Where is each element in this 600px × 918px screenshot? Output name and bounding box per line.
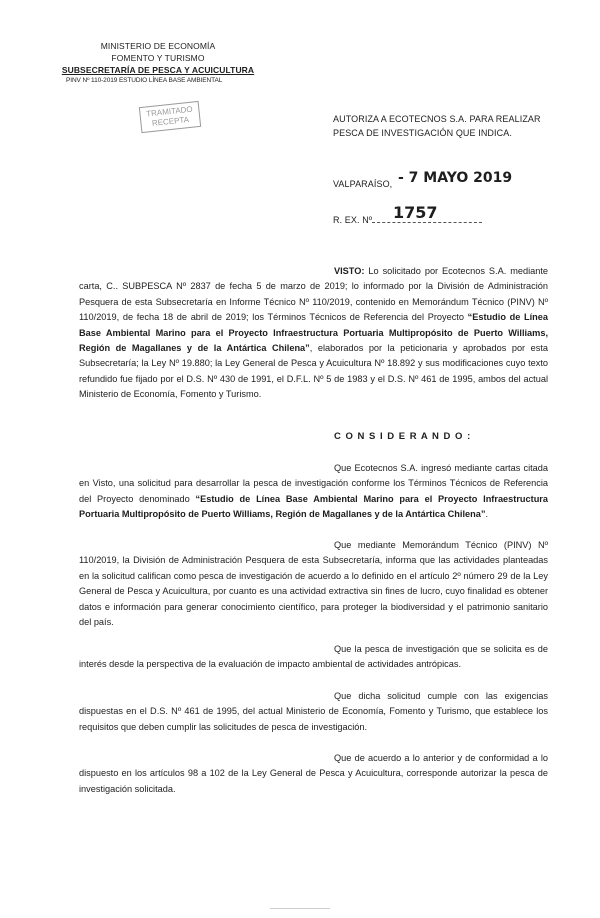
resolution-label: R. EX. Nº [333,215,373,225]
subject-line2: PESCA DE INVESTIGACIÓN QUE INDICA. [333,128,512,138]
footer-mark [270,908,330,909]
office-stamp [139,101,201,133]
p1-end: . [485,509,489,520]
p3-lead: Que la pesca de investigación que se solicita es [334,644,535,654]
p2-lead: Que mediante Memorándum Técnico (PINV) Nº [334,540,548,550]
visto-project-title: “Estudio de Línea Base Ambiental Marino para el Proyecto Infraestructura Portuaria Multipropósito de Puerto Williams, Región de Magallanes y de la Antártica Chilena” [79,312,549,354]
p1-text-before: citada en Visto, una solicitud para desarrollar la pesca de investigación conforme los Términos Técnicos de Referencia del Proyecto denominado [79,463,548,504]
subject-line1: AUTORIZA A ECOTECNOS S.A. PARA REALIZAR [333,114,541,124]
p3-text: de interés desde la perspectiva de la evaluación de impacto ambiental de actividades antrópicas. [79,644,549,670]
p5-lead: Que de acuerdo a lo anterior y de conformidad a [334,753,538,763]
p5-text: lo dispuesto en los artículos 98 a 102 de la Ley General de Pesca y Acuicultura, corresponde autorizar la pesca de investigación solicitada. [79,753,548,794]
stamp-line2: RECEPTA [151,115,190,128]
p4-text: dispuestas en el D.S. Nº 461 de 1995, del actual Ministerio de Economía, Fomento y Turismo, que establece los requisitos que deben cumplir las solicitudes de pesca de investigación. [79,706,548,732]
considerando-p3 [79,642,548,673]
resolution-line [372,222,482,223]
resolution-number: 1757 [393,203,438,222]
reference-code: PINV Nº 110-2019 ESTUDIO LÍNEA BASE AMBIENTAL [66,77,223,84]
ministry-header [58,40,258,76]
visto-text-before: Lo solicitado por Ecotecnos S.A. mediante carta, C.. SUBPESCA Nº 2837 de fecha 5 de marzo de 2019; lo informado por la División de Administración Pesquera de esta Subsecretaría en Informe Técnico Nº 110/2019, contenido en Memorándum Técnico (PINV) Nº 110/2019, de fecha 18 de abril de 2019; los Términos Técnicos de Referencia del Proyecto [79,266,548,323]
p1-lead: Que Ecotecnos S.A. ingresó mediante cartas [334,463,521,473]
place-city: VALPARAÍSO, [333,179,393,189]
visto-label: VISTO: [334,266,365,276]
considerando-p2 [79,538,548,630]
considerando-p5 [79,751,548,797]
ministry-line1: MINISTERIO DE ECONOMÍA [100,41,216,51]
p2-text: 110/2019, la División de Administración Pesquera de esta Subsecretaría, informa que las actividades planteadas en la solicitud califican como pesca de investigación de acuerdo a lo definido en el artículo 2º número 29 de la Ley General de Pesca y Acuicultura, por cuanto es una actividad extractiva sin fines de lucro, cuyo finalidad es obtener datos e información para generar conocimiento científico, para proteger la biodiversidad y el patrimonio sanitario del país. [79,555,548,628]
considerando-heading: C O N S I D E R A N D O : [334,431,472,442]
considerando-p1 [79,461,548,523]
p1-project-title: “Estudio de Línea Base Ambiental Marino para el Proyecto Infraestructura Portuaria Multipropósito de Puerto Williams, Región de Magallanes y de la Antártica Chilena” [79,493,548,520]
visto-paragraph [79,264,548,403]
p4-lead: Que dicha solicitud cumple con las exigencias [334,691,548,701]
issue-date: - 7 MAYO 2019 [398,170,513,186]
ministry-line2: FOMENTO Y TURISMO [111,53,205,63]
stamp-line1: TRAMITADO [145,104,194,119]
subject-block [333,112,573,140]
subsecretaria: SUBSECRETARÍA DE PESCA Y ACUICULTURA [61,65,255,75]
considerando-p4 [79,689,548,735]
visto-text-after: , elaborados por la peticionaria y aprobados por esta Subsecretaría; la Ley Nº 19.880; la Ley General de Pesca y Acuicultura Nº 18.892 y sus modificaciones cuyo texto refundido fue fijado por el D.S. Nº 430 de 1991, el D.F.L. Nº 5 de 1983 y el D.S. Nº 461 de 1995, ambos del actual Ministerio de Economía, Fomento y Turismo. [79,343,548,400]
